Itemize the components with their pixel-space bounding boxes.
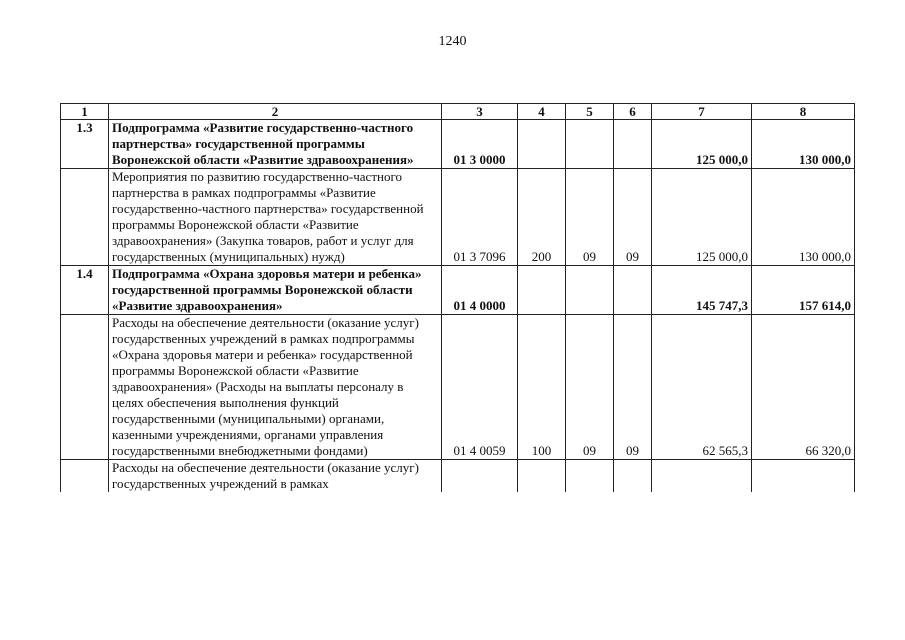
page-number: 1240	[438, 34, 467, 49]
row-code: 01 3 7096	[442, 169, 518, 266]
column-header: 7	[652, 104, 752, 120]
row-c6	[614, 120, 652, 169]
row-value-8	[752, 460, 855, 493]
table-row	[61, 169, 855, 266]
row-c5: 09	[566, 315, 614, 460]
column-header: 5	[566, 104, 614, 120]
column-header: 4	[518, 104, 566, 120]
row-number: 1.3	[61, 120, 109, 169]
row-code: 01 3 0000	[442, 120, 518, 169]
table-row	[61, 266, 855, 315]
row-c4: 200	[518, 169, 566, 266]
row-value-7: 125 000,0	[652, 169, 752, 266]
row-value-8: 130 000,0	[752, 169, 855, 266]
row-number: 1.4	[61, 266, 109, 315]
row-value-7: 145 747,3	[652, 266, 752, 315]
row-value-7: 62 565,3	[652, 315, 752, 460]
table-row	[61, 460, 855, 493]
row-c6: 09	[614, 169, 652, 266]
row-name: Мероприятия по развитию государственно-частного партнерства в рамках подпрограммы «Развитие государственно-частного партнерства» государственной программы Воронежской области «Развитие здравоохранения» (Закупка товаров, работ и услуг для государственных (муниципальных) нужд)	[109, 169, 442, 266]
row-c4	[518, 120, 566, 169]
row-c4	[518, 266, 566, 315]
row-value-8: 157 614,0	[752, 266, 855, 315]
column-header: 3	[442, 104, 518, 120]
row-number	[61, 169, 109, 266]
table-row	[61, 315, 855, 460]
row-code: 01 4 0059	[442, 315, 518, 460]
row-c5	[566, 120, 614, 169]
row-c5	[566, 266, 614, 315]
row-c6: 09	[614, 315, 652, 460]
row-c6	[614, 266, 652, 315]
column-header: 1	[61, 104, 109, 120]
row-number	[61, 460, 109, 493]
row-name: Подпрограмма «Развитие государственно-частного партнерства» государственной программы Воронежской области «Развитие здравоохранения»	[109, 120, 442, 169]
column-header: 2	[109, 104, 442, 120]
budget-table	[60, 103, 855, 492]
header-row	[61, 104, 855, 120]
row-c6	[614, 460, 652, 493]
row-number	[61, 315, 109, 460]
row-value-8: 130 000,0	[752, 120, 855, 169]
row-c4: 100	[518, 315, 566, 460]
row-name: Подпрограмма «Охрана здоровья матери и ребенка» государственной программы Воронежской области «Развитие здравоохранения»	[109, 266, 442, 315]
row-value-7	[652, 460, 752, 493]
row-c4	[518, 460, 566, 493]
row-c5	[566, 460, 614, 493]
column-header: 6	[614, 104, 652, 120]
row-name: Расходы на обеспечение деятельности (оказание услуг) государственных учреждений в рамках подпрограммы «Охрана здоровья матери и ребенка» государственной программы Воронежской области «Развитие здравоохранения» (Расходы на выплаты персоналу в целях обеспечения выполнения функций государственными (муниципальными) органами, казенными учреждениями, органами управления государственными внебюджетными фондами)	[109, 315, 442, 460]
column-header: 8	[752, 104, 855, 120]
table-row	[61, 120, 855, 169]
row-name: Расходы на обеспечение деятельности (оказание услуг) государственных учреждений в рамках	[109, 460, 442, 493]
row-value-7: 125 000,0	[652, 120, 752, 169]
row-code: 01 4 0000	[442, 266, 518, 315]
row-value-8: 66 320,0	[752, 315, 855, 460]
row-code	[442, 460, 518, 493]
row-c5: 09	[566, 169, 614, 266]
